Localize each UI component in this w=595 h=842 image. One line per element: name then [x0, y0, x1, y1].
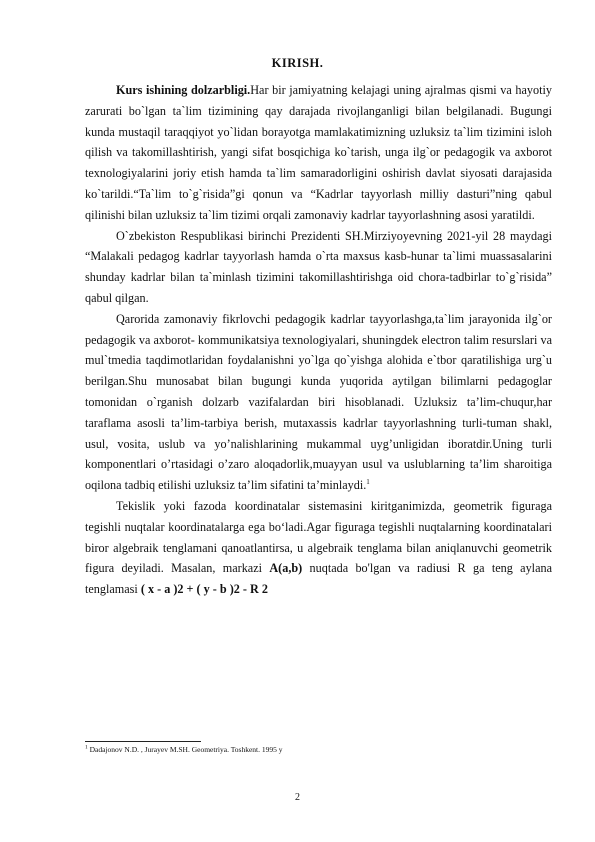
paragraph-text: Qarorida zamonaviy fikrlovchi pedagogik kadrlar tayyorlashga,ta`lim jarayonida ilg`or pedagogik va axborot- kommunikatsiya texnologiyalari, shuningdek electron talim resurslari va mul`tmedia taqdimotlaridan foydalanishni yo`lga qo`yishga alohida e`tbor qaratilishiga urg`u berilgan.Shu munosabat bilan bugungi kunda yuqorida aytilgan bilimlarni pedagoglar tomonidan o`rganish dolzarb vazifalardan biri hisoblanadi. Uzluksiz ta’lim-chuqur,har taraflama asosli ta’lim-tarbiya berish, mutaxassis kadrlar tayyorlashning turli-tuman shakl, usul, vosita, uslub va yo’nalishlarining mukammal uyg’unligidan iboratdir.Uning turli komponentlari o’rtasidagi o’zaro aloqadorlik,muayyan usul va uslublarning ta’lim sharoitiga oqilona tadbiq etilishi uzluksiz ta’lim sifatini ta’minlaydi.: [85, 311, 552, 493]
footnote-divider: [85, 741, 201, 742]
circle-equation: ( x - a )2 + ( y - b )2 - R 2: [140, 582, 268, 597]
footnote-number: 1: [85, 744, 88, 751]
document-body: [85, 80, 552, 600]
paragraph-decree: [85, 226, 552, 309]
paragraph-geometry: [85, 496, 552, 600]
paragraph-text: O`zbekiston Respublikasi birinchi Prezidenti SH.Mirziyoyevning 2021-yil 28 maydagi “Malakali pedagog kadrlar tayyorlash hamda o`rta maxsus kasb-hunar ta`limi muassasalarini shunday kadrlar bilan ta`minlash tizimini takomillashtirishga oid chora-tadbirlar to`g`risida” qabul qilgan.: [85, 228, 552, 305]
paragraph-lead: Kurs ishining dolzarbligi.: [116, 83, 251, 97]
paragraph-text-continued: nuqtada bo'lgan va radiusi R ga teng aylana tenglamasi: [85, 561, 552, 597]
footnote-text: Dadajonov N.D. , Jurayev M.SH. Geometriya. Toshkent. 1995 y: [89, 745, 283, 754]
paragraph-resolution: [85, 309, 552, 496]
footnote: [85, 745, 282, 755]
point-notation: A(a,b): [269, 561, 303, 576]
paragraph-text: Tekislik yoki fazoda koordinatalar sistemasini kiritganimizda, geometrik figuraga tegishli nuqtalar koordinatalarga ega bo‘ladi.Agar figuraga tegishli nuqtalarning koordinatalari biror algebraik tenglamani qanoatlantirsa, u algebraik tenglama bilan aniqlanuvchi geometrik figura deyiladi. Masalan, markazi: [85, 498, 552, 576]
footnote-reference[interactable]: 1: [366, 478, 370, 487]
paragraph-text: Har bir jamiyatning kelajagi uning ajralmas qismi va hayotiy zarurati bo`lgan ta`lim tizimining qay darajada rivojlanganligi bilan belgilanadi. Bugungi kunda mustaqil taraqqiyot yo`lidan borayotga mamlakatimizning uzluksiz ta`lim tizimini isloh qilish va takomillashtirish, yangi sifat bosqichiga ko`tarish, unga ilg`or pedagogik va axborot texnologiyalarini joriy etish hamda ta`lim samaradorligini oshirish davlat siyosati darajasida ko`tarildi.“Ta`lim to`g`risida”gi qonun va “Kadrlar tayyorlash milliy dasturi”ning qabul qilinishi bilan uzluksiz ta`lim tizimi orqali zamonaviy kadrlar tayyorlashning asosi yaratildi.: [85, 83, 552, 222]
page-title: KIRISH.: [271, 56, 324, 70]
page-number: 2: [295, 792, 300, 803]
paragraph-relevance: [85, 80, 552, 226]
